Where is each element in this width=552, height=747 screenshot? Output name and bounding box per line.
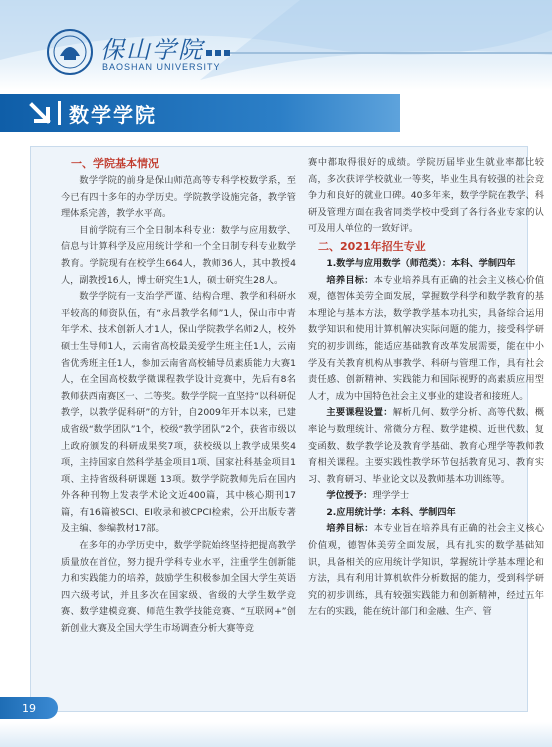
paragraph xyxy=(308,488,544,505)
goal-label: 培养目标： xyxy=(326,523,374,535)
courses-label: 主要课程设置： xyxy=(326,407,393,419)
title-separator xyxy=(58,101,61,125)
goal-text: 本专业培养具有正确的社会主义核心价值观，德智体美劳全面发展，掌握数学科学和数学教育的基本理论与基本方法，数学教学基本功扎实，具备综合运用数学知识和使用计算机解决实际问题的能力，接受科学研究的初步训练，能适应基础教育改革发展需要，能在中小学及有关教育机构从事教学、科研与管理工作，具有社会责任感、创新精神、实践能力和国际视野的高素质应用型人才，成为中国特色社会主义事业的建设者和接班人。 xyxy=(308,274,545,402)
paragraph xyxy=(308,273,544,406)
paragraph xyxy=(308,405,544,488)
major-title: 1.数学与应用数学（师范类）：本科、学制四年 xyxy=(326,257,516,269)
paragraph xyxy=(308,521,544,621)
university-logo xyxy=(46,28,94,76)
left-column xyxy=(61,155,296,638)
arrow-down-right-icon xyxy=(28,101,52,125)
major-title: 2.应用统计学：本科、学制四年 xyxy=(326,506,456,518)
university-name: 保山学院 xyxy=(100,36,204,64)
paragraph: 目前学院有三个全日制本科专业：数学与应用数学、信息与计算科学及应用统计学和一个全日制专科专业数学教育。学院现有在校学生664人，教师36人，其中教授4人，副教授16人，博士研究生1人，硕士研究生28人。 xyxy=(61,224,296,286)
courses-text: 解析几何、数学分析、高等代数、概率论与数理统计、常微分方程、数学建模、近世代数、复变函数、数学教学论及教育学基础、教育心理学等教师教育相关课程。主要实践性教学环节包括教育见习、教育实习、教育研习、毕业论文以及教师基本功训练等。 xyxy=(308,407,545,485)
paragraph: 赛中都取得很好的成绩。学院历届毕业生就业率都比较高，多次获评学校就业一等奖，毕业生具有较强的社会竞争力和良好的就业口碑。40多年来，数学学院在教学、科研及管理方面在我省同类学校中受到了各行各业专家的认可及用人单位的一致好评。 xyxy=(308,157,544,235)
header-dots-decoration xyxy=(206,50,230,56)
title-bar xyxy=(0,94,400,132)
section-title: 二、2021年招生专业 xyxy=(318,239,426,253)
degree-text: 理学学士 xyxy=(372,490,410,502)
right-column xyxy=(308,155,544,621)
page-number: 19 xyxy=(0,697,58,719)
content-box xyxy=(30,146,545,712)
paragraph: 在多年的办学历史中，数学学院始终坚持把提高教学质量放在首位，努力提升学科专业水平，注重学生创新能力和实践能力的培养，鼓励学生积极参加全国大学生英语四六级考试，并且多次在国家级、省级的大学生数学竞赛、数学建模竞赛、师范生教学技能竞赛、“互联网+”创新创业大赛及全国大学生市场调查分析大赛等竞 xyxy=(61,540,296,635)
page-title: 数学学院 xyxy=(69,102,157,127)
paragraph: 数学学院的前身是保山师范高等专科学校数学系，至今已有四十多年的办学历史。学院教学设施完备，教学管理体系完善，教学水平高。 xyxy=(61,175,296,220)
goal-label: 培养目标： xyxy=(326,274,374,286)
footer-background xyxy=(0,722,552,747)
paragraph: 数学学院有一支治学严谨、结构合理、教学和科研水平较高的师资队伍，有“永昌教学名师”1人，保山市中青年学术、技术创新人才1人，保山学院教学名师2人，校外硕士生导师1人，云南省高校最美爱学生班主任1人，云南省优秀班主任1人，参加云南省高校辅导员素质能力大赛1人，在全国高校数学微课程教学设计竞赛中，先后有8名教师获西南赛区一、二等奖。数学学院一直坚持“以科研促教学，以教学促科研”的方针，自2009年开本以来，已建成省级“数学团队”1个，校级“教学团队”2个，获省市级以上政府颁发的科研成果奖7项，获校级以上教学成果奖4项，主持国家自然科学基金项目1项、国家社科基金项目1项、主持省级科研课题 13项。数学学院教师先后在国内外各种刊物上发表学术论文近400篇，其中核心期刊17篇，有16篇被SCI、EI收录和被CPCI检索，公开出版专著及主编、参编教材17部。 xyxy=(61,291,296,535)
university-name-en: BAOSHAN UNIVERSITY xyxy=(102,62,221,72)
goal-text: 本专业旨在培养具有正确的社会主义核心价值观，德智体美劳全面发展，具有扎实的数学基础知识，具备相关的应用统计学知识，掌握统计学基本理论和方法，具有利用计算机软件分析数据的能力，受到科学研究的初步训练，具有较强实践能力和创新精神，经过五年左右的实践，能在统计部门和金融、生产、管 xyxy=(308,523,545,618)
header-divider-line xyxy=(230,52,552,54)
section-title: 一、学院基本情况 xyxy=(71,157,159,170)
degree-label: 学位授予： xyxy=(326,490,373,502)
